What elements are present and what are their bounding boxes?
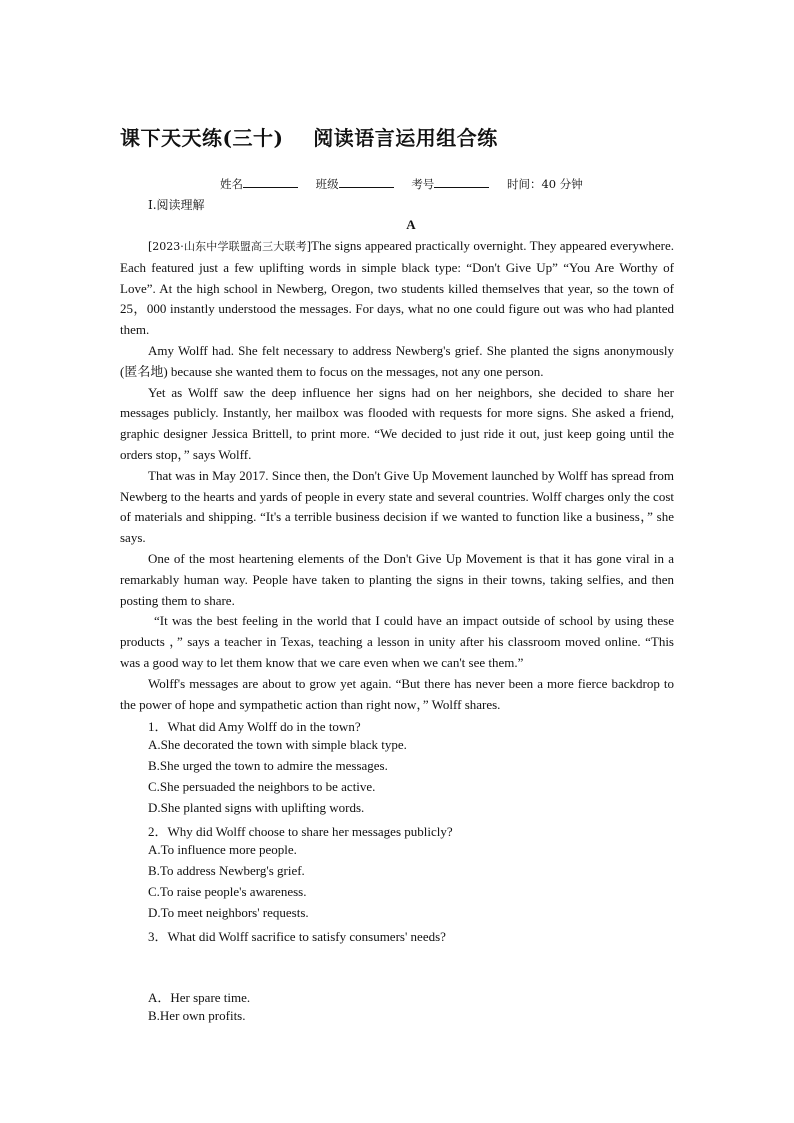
passage-paragraph-6: “It was the best feeling in the world that I could have an impact outside of school by using these products ，” says a teacher in Texas, teaching a lesson in unity after his classroom moved online. “This was a good way to let them know that we care even when we can't see them.”	[120, 613, 674, 670]
passage-paragraph-2: Amy Wolff had. She felt necessary to address Newberg's grief. She planted the signs anonymously (匿名地) because she wanted them to focus on the messages, not any one person.	[120, 342, 674, 379]
question-2-option-d[interactable]: D.To meet neighbors' requests.	[148, 905, 309, 920]
time-label: 时间：40 分钟	[506, 177, 583, 191]
student-info-line	[220, 175, 583, 192]
question-1-option-a[interactable]: A.She decorated the town with simple black type.	[148, 737, 407, 752]
passage-paragraph-4: That was in May 2017. Since then, the Don't Give Up Movement launched by Wolff has spread from Newberg to the hearts and yards of people in every state and several countries. Wolff charges only the cost of materials and shipping. “It's a terrible business decision if we wanted to function like a business，” she says.	[120, 467, 674, 546]
question-1-option-c[interactable]: C.She persuaded the neighbors to be active.	[148, 779, 376, 794]
question-2-option-c[interactable]: C.To raise people's awareness.	[148, 884, 307, 899]
section-heading: Ⅰ.阅读理解	[148, 198, 205, 212]
question-3-option-a[interactable]: A．Her spare time.	[148, 990, 251, 1005]
passage-paragraph-1	[120, 236, 674, 341]
question-2: 2．Why did Wolff choose to share her messages publicly?	[148, 824, 453, 839]
class-blank[interactable]	[339, 175, 394, 188]
question-1-option-b[interactable]: B.She urged the town to admire the messages.	[148, 758, 388, 773]
question-3-option-b[interactable]: B.Her own profits.	[148, 1008, 246, 1023]
name-blank[interactable]	[243, 175, 298, 188]
exam-number-blank[interactable]	[434, 175, 489, 188]
question-1: 1．What did Amy Wolff do in the town?	[148, 719, 361, 734]
name-label: 姓名	[220, 177, 243, 191]
question-1-option-d[interactable]: D.She planted signs with uplifting words.	[148, 800, 365, 815]
passage-paragraph-3: Yet as Wolff saw the deep influence her signs had on her neighbors, she decided to share her messages publicly. Instantly, her mailbox was flooded with requests for more signs. She asked a friend, graphic designer Jessica Brittell, to print more. “We decided to just ride it out, just keep going until the orders stop，” says Wolff.	[120, 384, 674, 462]
passage-paragraph-7: Wolff's messages are about to grow yet again. “But there has never been a more fierce backdrop to the power of hope and sympathetic action than right now，” Wolff shares.	[120, 675, 674, 712]
class-label: 班级	[315, 177, 339, 191]
paragraph-1-text: The signs appeared practically overnight. They appeared everywhere. Each featured just a few uplifting words in simple black type: “Don't Give Up” “You Are Worthy of Love”. At the high school in Newberg, Oregon, two students killed themselves that year, so the town of 25，000 instantly understood the messages. For days, what no one could figure out was who had planted them.	[120, 238, 674, 338]
passage-source: [2023·山东中学联盟高三大联考]	[148, 240, 312, 253]
passage-body	[120, 236, 674, 715]
passage-paragraph-5: One of the most heartening elements of the Don't Give Up Movement is that it has gone viral in a remarkably human way. People have taken to planting the signs in their towns, taking selfies, and then posting them to share.	[120, 550, 674, 608]
exam-number-label: 考号	[411, 177, 435, 191]
question-3: 3．What did Wolff sacrifice to satisfy consumers' needs?	[148, 929, 446, 944]
question-2-option-a[interactable]: A.To influence more people.	[148, 842, 297, 857]
page-title: 课下天天练(三十) 阅读语言运用组合练	[120, 126, 498, 150]
passage-letter: A	[406, 217, 416, 232]
question-2-option-b[interactable]: B.To address Newberg's grief.	[148, 863, 305, 878]
